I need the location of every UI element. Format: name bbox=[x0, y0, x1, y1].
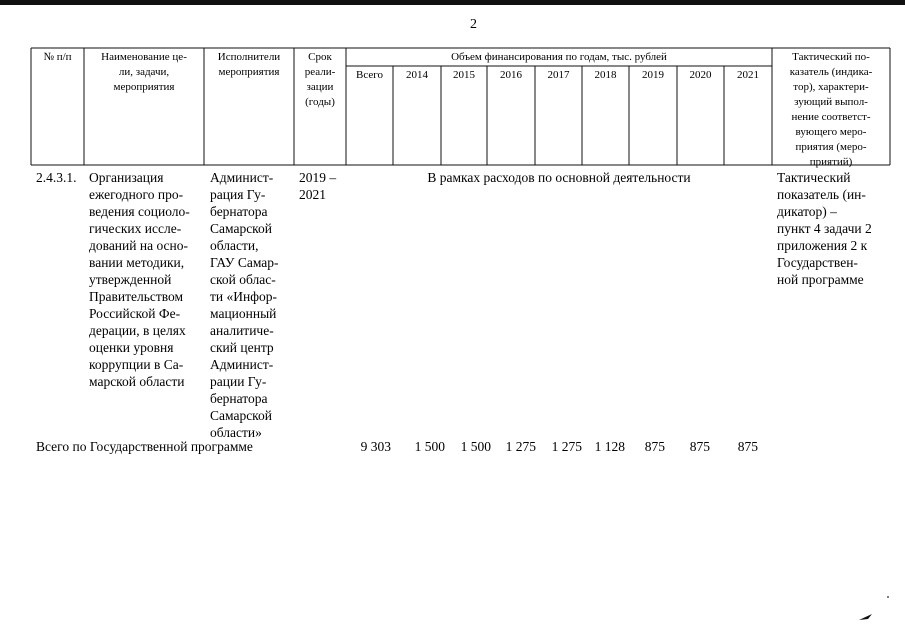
total-value: 9 303 bbox=[360, 439, 391, 454]
total-year-value: 1 500 bbox=[414, 439, 445, 454]
header-year: 2021 bbox=[737, 69, 759, 81]
total-year-value: 1 275 bbox=[551, 439, 582, 454]
row-period: 2019 – 2021 bbox=[299, 170, 337, 202]
header-year: 2020 bbox=[689, 69, 712, 81]
header-year: 2014 bbox=[406, 69, 428, 81]
header-name: Наименование це- ли, задачи, мероприятия bbox=[101, 51, 187, 93]
header-total: Всего bbox=[356, 69, 383, 81]
total-year-value: 875 bbox=[689, 439, 710, 454]
row-executors: Админист- рация Гу- бернатора Самарской области, ГАУ Самар- ской облас- ти «Инфор- мационный аналитиче- ский центр Админист- рации Гу- бернатора Самарской области» bbox=[210, 170, 279, 440]
total-label: Всего по Государственной программе bbox=[36, 439, 253, 454]
header-executors: Исполнители мероприятия bbox=[217, 51, 281, 78]
page-number: 2 bbox=[470, 17, 477, 32]
row-indicator: Тактический показатель (ин- дикатор) – пункт 4 задачи 2 приложения 2 к Государствен- ной программе bbox=[777, 170, 872, 287]
header-year: 2019 bbox=[642, 69, 664, 81]
header-num: № п/п bbox=[43, 51, 72, 63]
total-year-value: 1 500 bbox=[460, 439, 491, 454]
total-year-value: 1 275 bbox=[505, 439, 536, 454]
row-num: 2.4.3.1. bbox=[36, 170, 77, 185]
header-indicator: Тактический по- казатель (индика- тор), характери- зующий выпол- нение соответст- вующего меро- приятия (меро- приятий) bbox=[789, 51, 873, 168]
header-period: Срок реали- зации (годы) bbox=[304, 51, 336, 108]
row-name: Организация ежегодного про- ведения социоло- гических иссле- дований на осно- вании методики, утвержденной Правительством Российской Фе- дерации, в целях оценки уровня коррупции в Са- марской области bbox=[89, 170, 190, 389]
header-year: 2015 bbox=[453, 69, 475, 81]
total-year-value: 875 bbox=[737, 439, 758, 454]
total-year-value: 1 128 bbox=[594, 439, 625, 454]
header-year: 2017 bbox=[547, 69, 570, 81]
header-funding: Объем финансирования по годам, тыс. рублей bbox=[451, 51, 667, 63]
header-year: 2018 bbox=[594, 69, 617, 81]
scan-mark bbox=[855, 585, 895, 625]
header-year: 2016 bbox=[500, 69, 522, 81]
row-funding-note: В рамках расходов по основной деятельности bbox=[427, 170, 691, 185]
total-year-value: 875 bbox=[644, 439, 665, 454]
